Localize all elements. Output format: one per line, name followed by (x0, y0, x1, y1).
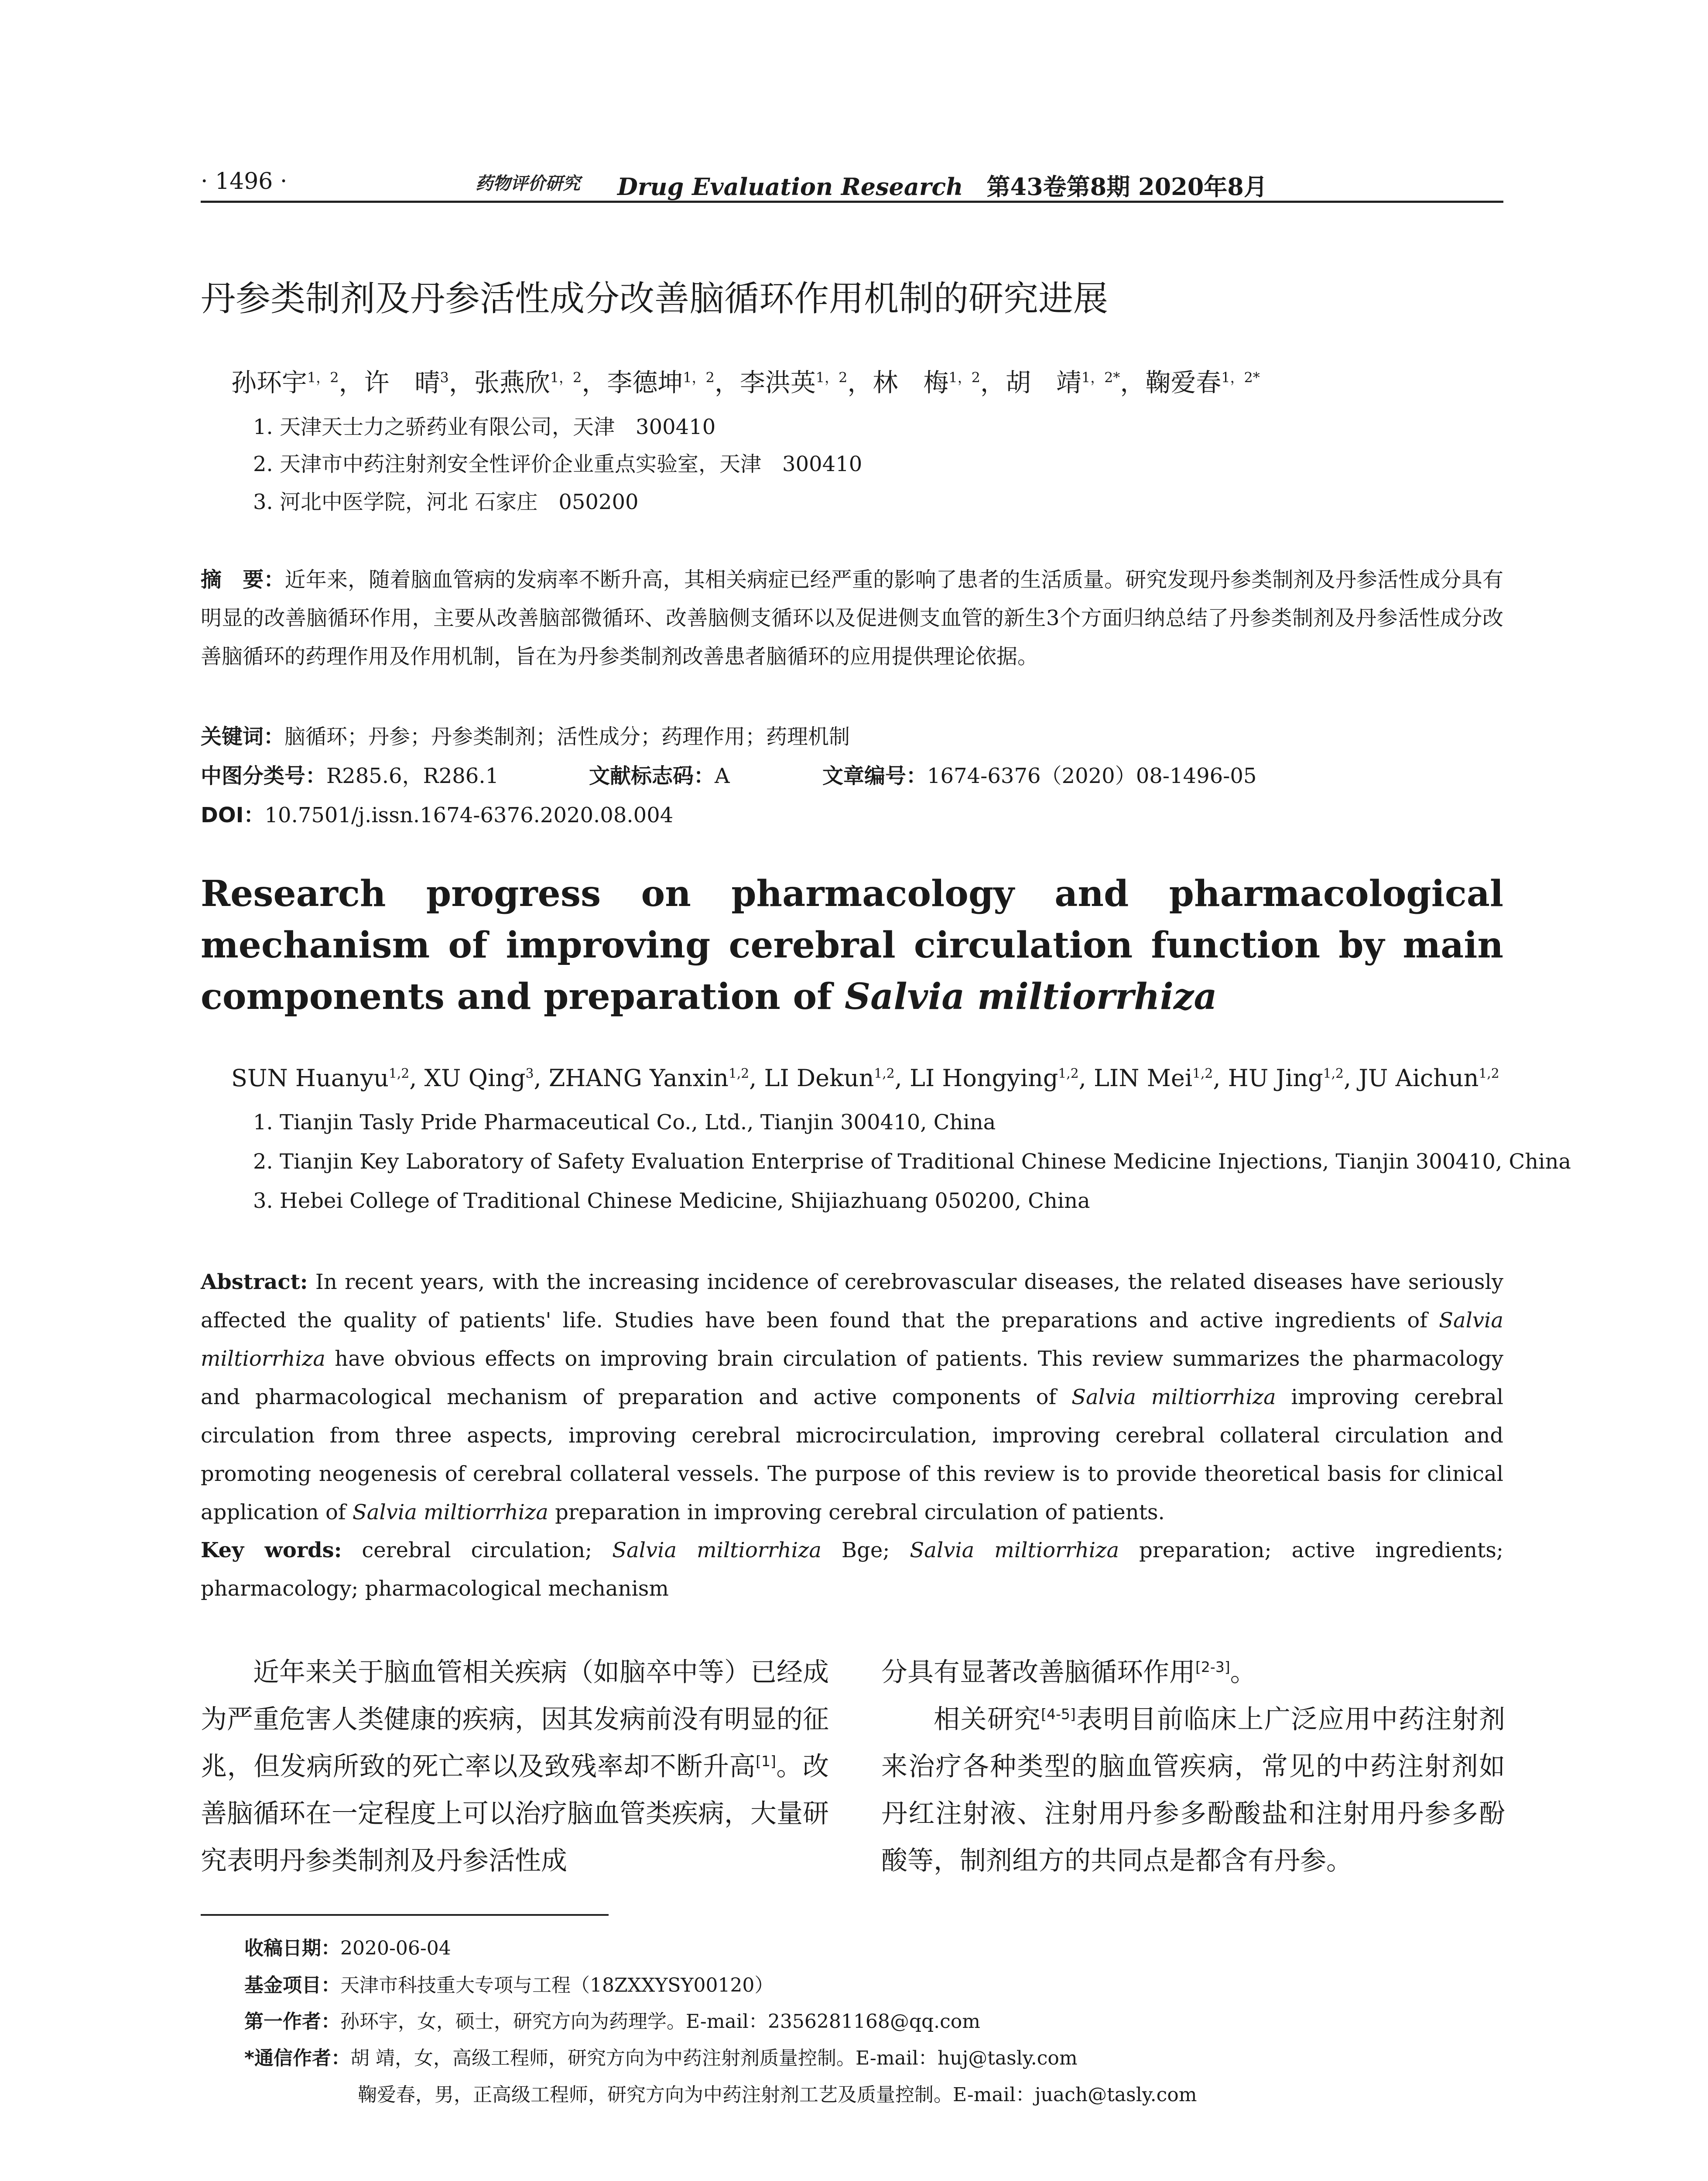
page-number: · 1496 · (201, 168, 288, 195)
en-title: Research progress on pharmacology and pharmacological mechanism of improving cerebral circulation function by main components and preparation of Salvia miltiorrhiza (201, 873, 1503, 1018)
footnote-corresponding-author-2: 鞠爱春，男，正高级工程师，研究方向为中药注射剂工艺及质量控制。E-mail：juach@tasly.com (358, 2084, 1197, 2106)
en-author: LI Hongying$^{1,2}$ (909, 1064, 1079, 1092)
cn-author-list: 孙环宇$^{1,2}$，许 晴$^3$，张燕欣$^{1,2}$，李德坤$^{1,2}$，李洪英$^{1,2}$，林 梅$^{1,2}$，胡 靖$^{1,2*}$，鞠爱春$^{1,2*}$ (231, 368, 1260, 397)
cn-affiliation: 2. 天津市中药注射剂安全性评价企业重点实验室，天津 300410 (253, 452, 863, 476)
cn-article-number: 文章编号：1674-6376（2020）08-1496-05 (822, 764, 1257, 788)
citation: [4-5] (1041, 1706, 1076, 1723)
cn-class-number: 中图分类号：R285.6，R286.1 (201, 764, 499, 788)
footnote-rule (201, 1914, 609, 1916)
header-rule (201, 201, 1503, 203)
cn-affiliation: 1. 天津天士力之骄药业有限公司，天津 300410 (253, 415, 716, 439)
cn-author: 孙环宇$^{1,2}$ (231, 368, 339, 397)
cn-author: 张燕欣$^{1,2}$ (474, 368, 582, 397)
footnote-received-date: 收稿日期：2020-06-04 (244, 1937, 451, 1959)
en-author: JU Aichun$^{1,2}$ (1359, 1064, 1499, 1092)
citation: [1] (756, 1753, 776, 1770)
en-author-list: SUN Huanyu$^{1,2}$, XU Qing$^3$, ZHANG Yanxin$^{1,2}$, LI Dekun$^{1,2}$, LI Hongying$^{1,2}$, LIN Mei$^{1,2}$, HU Jing$^{1,2}$, JU Aichun$^{1,2}$ (231, 1064, 1499, 1092)
en-author: SUN Huanyu$^{1,2}$ (231, 1064, 410, 1092)
cn-author: 李德坤$^{1,2}$ (607, 368, 715, 397)
body-paragraph: 分具有显著改善脑循环作用[2-3]。 (881, 1657, 1256, 1688)
cn-keywords-text: 脑循环；丹参；丹参类制剂；活性成分；药理作用；药理机制 (284, 725, 850, 749)
cn-author: 鞠爱春$^{1,2*}$ (1145, 368, 1260, 397)
page-header (201, 168, 1503, 203)
en-abstract: Abstract: In recent years, with the increasing incidence of cerebrovascular diseases, the related diseases have seriously affected the quality of patients' life. Studies have been found that the preparations and active ingredients of Salvia miltiorrhiza have obvious effects on improving brain circulation of patients. This review summarizes the pharmacology and pharmacological mechanism of preparation and active components of Salvia miltiorrhiza improving cerebral circulation from three aspects, improving cerebral microcirculation, improving cerebral collateral circulation and promoting neogenesis of cerebral collateral vessels. The purpose of this review is to provide theoretical basis for clinical application of Salvia miltiorrhiza preparation in improving cerebral circulation of patients. (201, 1270, 1504, 1525)
body-paragraph: 近年来关于脑血管相关疾病（如脑卒中等）已经成为严重危害人类健康的疾病，因其发病前没有明显的征兆，但发病所致的死亡率以及致残率却不断升高[1]。改善脑循环在一定程度上可以治疗脑血管类疾病，大量研究表明丹参类制剂及丹参活性成 (201, 1657, 829, 1876)
footnote-first-author: 第一作者：孙环宇，女，硕士，研究方向为药理学。E-mail：2356281168@qq.com (244, 2010, 981, 2033)
en-author: LIN Mei$^{1,2}$ (1093, 1064, 1213, 1092)
svg-text:药物评价研究: 药物评价研究 (476, 174, 580, 194)
body-column-left (201, 1649, 829, 1884)
journal-name: Drug Evaluation Research (617, 173, 963, 201)
cn-keywords-label: 关键词： (201, 725, 285, 749)
journal-info (617, 168, 1267, 202)
en-abstract-label: Abstract: (201, 1270, 308, 1294)
en-affiliation: 3. Hebei College of Traditional Chinese Medicine, Shijiazhuang 050200, China (253, 1189, 1090, 1213)
cn-affiliation: 3. 河北中医学院，河北 石家庄 050200 (253, 490, 639, 514)
cn-title: 丹参类制剂及丹参活性成分改善脑循环作用机制的研究进展 (201, 278, 1108, 319)
cn-classification-row (201, 759, 1503, 794)
en-author: HU Jing$^{1,2}$ (1228, 1064, 1344, 1092)
footnote-fund: 基金项目：天津市科技重大专项与工程（18ZXXYSY00120） (244, 1974, 774, 1996)
en-author: ZHANG Yanxin$^{1,2}$ (548, 1064, 750, 1092)
en-affiliation: 2. Tianjin Key Laboratory of Safety Evaluation Enterprise of Traditional Chinese Medicine Injections, Tianjin 300410, China (253, 1149, 1571, 1174)
en-author: LI Dekun$^{1,2}$ (764, 1064, 895, 1092)
citation: [2-3] (1195, 1658, 1230, 1675)
cn-document-code: 文献标志码：A (589, 764, 730, 788)
en-keywords: Key words: cerebral circulation; Salvia miltiorrhiza Bge; Salvia miltiorrhiza preparation; active ingredients; pharmacology; pharmacological mechanism (201, 1538, 1504, 1601)
en-affiliation: 1. Tianjin Tasly Pride Pharmaceutical Co., Ltd., Tianjin 300410, China (253, 1110, 996, 1135)
cn-keywords (201, 720, 850, 750)
body-column-right (881, 1649, 1505, 1884)
en-author: XU Qing$^3$ (424, 1064, 534, 1092)
journal-issue: 第43卷第8期 2020年8月 (986, 173, 1267, 201)
cn-author: 许 晴$^3$ (364, 368, 449, 397)
journal-logo (476, 171, 589, 194)
cn-doi: DOI：10.7501/j.issn.1674-6376.2020.08.004 (201, 803, 674, 827)
cn-author: 林 梅$^{1,2}$ (873, 368, 980, 397)
cn-author: 李洪英$^{1,2}$ (739, 368, 848, 397)
cn-abstract-text: 近年来，随着脑血管病的发病率不断升高，其相关病症已经严重的影响了患者的生活质量。研究发现丹参类制剂及丹参活性成分具有明显的改善脑循环作用，主要从改善脑部微循环、改善脑侧支循环以及促进侧支血管的新生3个方面归纳总结了丹参类制剂及丹参活性成分改善脑循环的药理作用及作用机制，旨在为丹参类制剂改善患者脑循环的应用提供理论依据。 (201, 567, 1503, 669)
en-keywords-label: Key words: (201, 1538, 342, 1562)
cn-abstract (201, 561, 1503, 676)
cn-abstract-label: 摘 要： (201, 567, 285, 592)
body-paragraph: 相关研究[4-5]表明目前临床上广泛应用中药注射剂来治疗各种类型的脑血管疾病，常见的中药注射剂如丹红注射液、注射用丹参多酚酸盐和注射用丹参多酚酸等，制剂组方的共同点是都含有丹参。 (881, 1704, 1506, 1876)
cn-author: 胡 靖$^{1,2*}$ (1005, 368, 1120, 397)
footnote-corresponding-author: *通信作者：胡 靖，女，高级工程师，研究方向为中药注射剂质量控制。E-mail：huj@tasly.com (244, 2047, 1078, 2069)
